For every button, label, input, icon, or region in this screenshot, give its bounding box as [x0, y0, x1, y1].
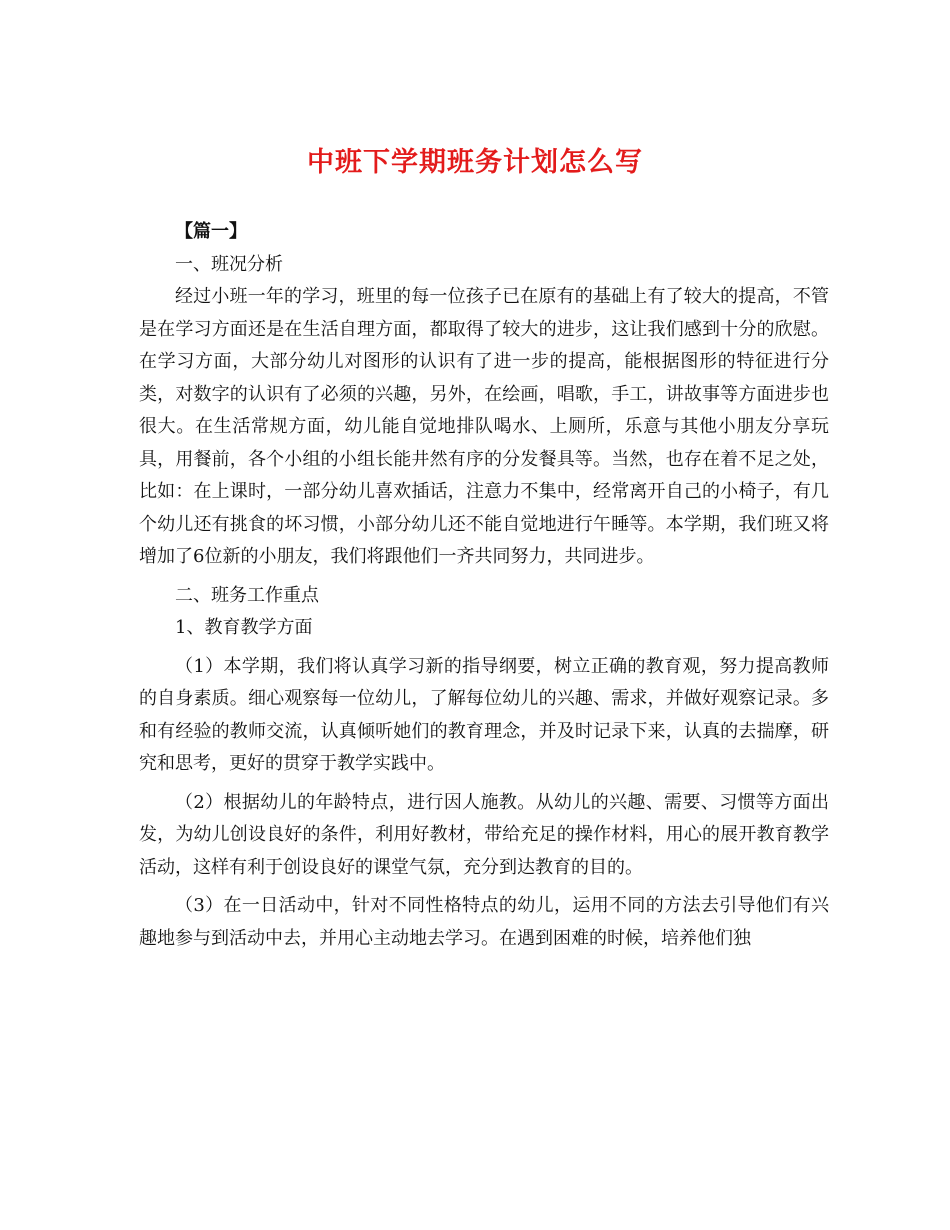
paragraph-item-1: （1）本学期，我们将认真学习新的指导纲要，树立正确的教育观，努力提高教师的自身素质。细心观察每一位幼儿，了解每位幼儿的兴趣、需求，并做好观察记录。多和有经验的教师交流，认真倾听她们的教育理念，并及时记录下来，认真的去揣摩，研究和思考，更好的贯穿于教学实践中。: [139, 655, 829, 774]
heading-education: 1、教育教学方面: [175, 617, 313, 638]
paragraph-item-2: （2）根据幼儿的年龄特点，进行因人施教。从幼儿的兴趣、需要、习惯等方面出发，为幼儿创设良好的条件，利用好教材，带给充足的操作材料，用心的展开教育教学活动，这样有利于创设良好的课堂气氛，充分到达教育的目的。: [139, 791, 829, 878]
heading-situation-analysis: 一、班况分析: [175, 253, 283, 275]
document-title: 中班下学期班务计划怎么写: [307, 147, 643, 178]
heading-work-focus: 二、班务工作重点: [175, 584, 319, 606]
document-body: [139, 216, 829, 955]
section-tag: 【篇一】: [175, 221, 247, 242]
paragraph-situation: 经过小班一年的学习，班里的每一位孩子已在原有的基础上有了较大的提高，不管是在学习方面还是在生活自理方面，都取得了较大的进步，这让我们感到十分的欣慰。在学习方面，大部分幼儿对图形的认识有了进一步的提高，能根据图形的特征进行分类，对数字的认识有了必须的兴趣，另外，在绘画，唱歌，手工，讲故事等方面进步也很大。在生活常规方面，幼儿能自觉地排队喝水、上厕所，乐意与其他小朋友分享玩具，用餐前，各个小组的小组长能井然有序的分发餐具等。当然，也存在着不足之处，比如：在上课时，一部分幼儿喜欢插话，注意力不集中，经常离开自己的小椅子，有几个幼儿还有挑食的坏习惯，小部分幼儿还不能自觉地进行午睡等。本学期，我们班又将增加了6位新的小朋友，我们将跟他们一齐共同努力，共同进步。: [139, 286, 829, 567]
paragraph-item-3: （3）在一日活动中，针对不同性格特点的幼儿，运用不同的方法去引导他们有兴趣地参与到活动中去，并用心主动地去学习。在遇到困难的时候，培养他们独: [139, 895, 829, 949]
